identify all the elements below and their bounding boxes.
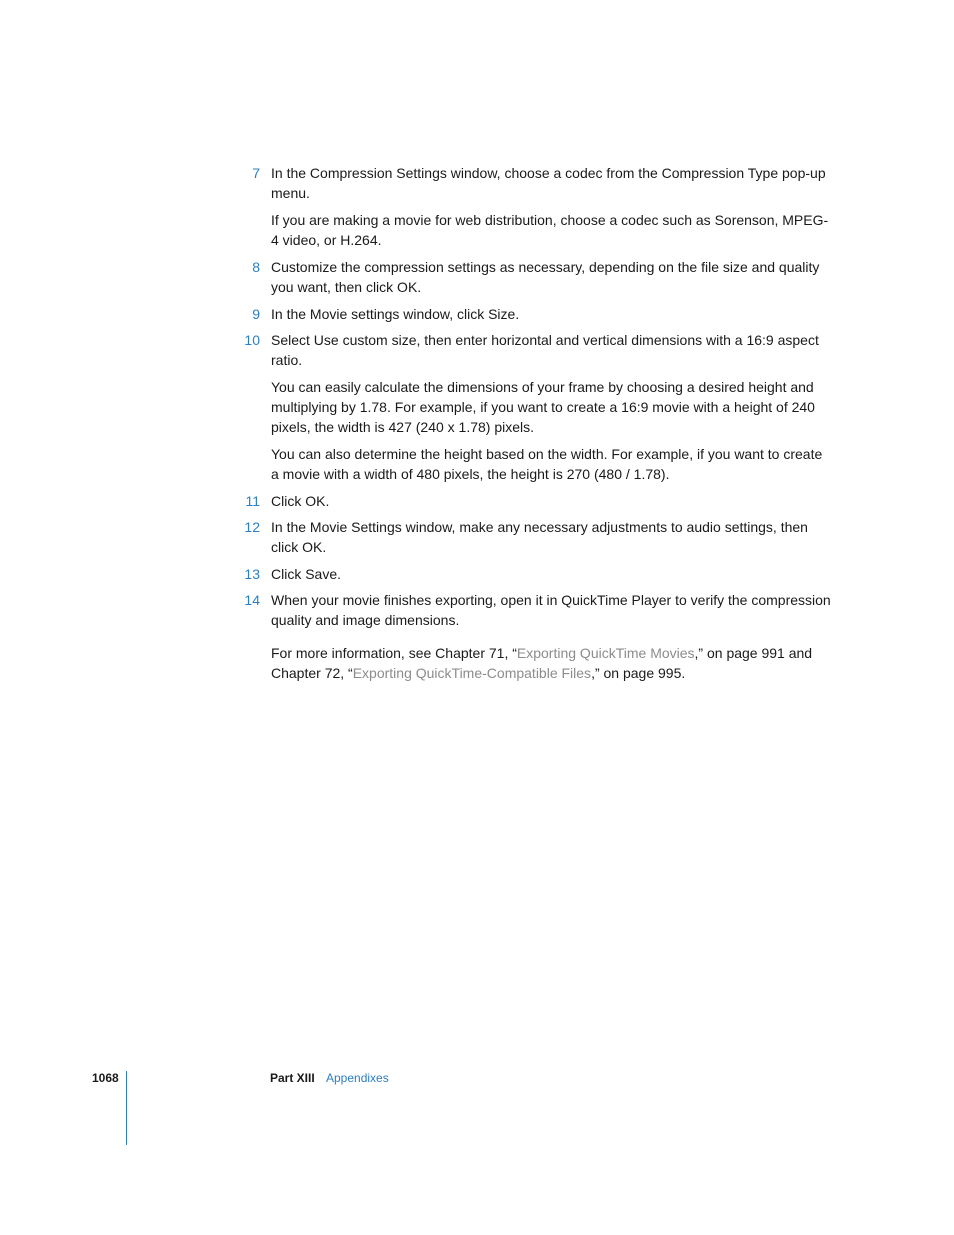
link-exporting-quicktime-compatible-files[interactable]: Exporting QuickTime-Compatible Files: [352, 665, 592, 681]
more-info-middle: ,” on page 991 and Chapter 72, “: [271, 645, 813, 681]
link-exporting-quicktime-movies[interactable]: Exporting QuickTime Movies: [516, 645, 695, 661]
step-text: Select Use custom size, then enter horizontal and vertical dimensions with a 16:9 aspect ratio.: [271, 332, 819, 368]
step-text: Click Save.: [271, 566, 342, 582]
more-information: [271, 643, 831, 683]
note-height-from-width: You can also determine the height based on the width. For example, if you want to create a movie with a width of 480 pixels, the height is 270 (480 / 1.78).: [271, 446, 823, 482]
note-codec: If you are making a movie for web distribution, choose a codec such as Sorenson, MPEG-4 video, or H.264.: [271, 212, 829, 248]
more-info-prefix: For more information, see Chapter 71, “: [271, 645, 517, 661]
footer-divider: [126, 1071, 127, 1145]
step-number: 14: [244, 592, 260, 608]
step-number: 7: [252, 165, 260, 181]
note-calculate-dimensions: You can easily calculate the dimensions of your frame by choosing a desired height and multiplying by 1.78. For example, if you want to create a 16:9 movie with a height of 240 pixels, the width is 427 (240 x 1.78) pixels.: [271, 379, 815, 435]
page-number: 1068: [92, 1071, 119, 1085]
step-number: 12: [244, 519, 260, 535]
step-number: 13: [244, 566, 260, 582]
step-text: In the Movie settings window, click Size.: [271, 306, 520, 322]
step-number: 11: [245, 493, 260, 509]
more-info-suffix: ,” on page 995.: [591, 665, 686, 681]
step-text: In the Compression Settings window, choose a codec from the Compression Type pop-up menu.: [271, 165, 826, 201]
step-number: 8: [252, 259, 260, 275]
step-number: 10: [244, 332, 260, 348]
step-text: Click OK.: [271, 493, 330, 509]
footer-section-link[interactable]: Appendixes: [326, 1071, 389, 1085]
step-text: In the Movie Settings window, make any necessary adjustments to audio settings, then click OK.: [271, 519, 808, 555]
footer-part-label: Part XIII: [270, 1071, 315, 1085]
step-text: Customize the compression settings as necessary, depending on the file size and quality you want, then click OK.: [271, 259, 820, 295]
step-text: When your movie finishes exporting, open it in QuickTime Player to verify the compression quality and image dimensions.: [271, 592, 831, 628]
step-number: 9: [252, 306, 260, 322]
